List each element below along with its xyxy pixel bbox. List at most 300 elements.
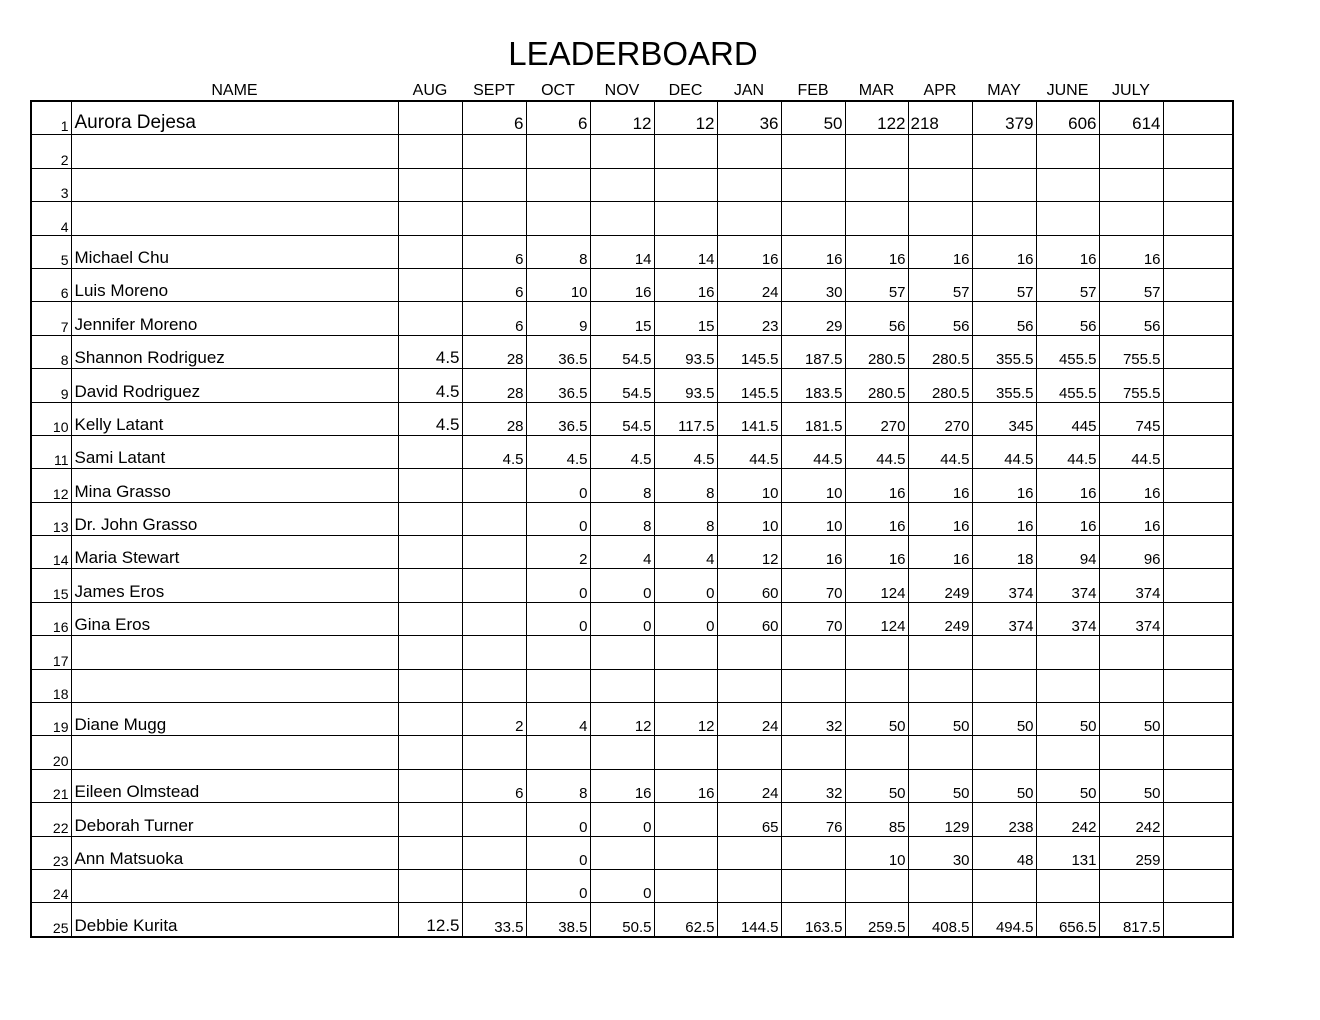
row-number: 2 <box>31 135 71 168</box>
score-cell <box>590 168 654 201</box>
score-cell: 16 <box>845 469 908 502</box>
score-cell <box>1099 669 1163 702</box>
player-name: Michael Chu <box>71 235 398 268</box>
score-cell: 259 <box>1099 836 1163 869</box>
score-cell <box>845 168 908 201</box>
score-cell <box>1163 869 1233 902</box>
score-cell: 8 <box>654 469 717 502</box>
score-cell <box>462 736 526 769</box>
row-number: 8 <box>31 335 71 368</box>
score-cell: 280.5 <box>908 369 972 402</box>
score-cell <box>654 636 717 669</box>
score-cell <box>462 168 526 201</box>
row-number: 6 <box>31 268 71 301</box>
score-cell: 2 <box>526 536 590 569</box>
player-name: James Eros <box>71 569 398 602</box>
table-row <box>31 268 1233 301</box>
score-cell <box>717 168 781 201</box>
score-cell <box>1163 703 1233 736</box>
score-cell <box>398 302 462 335</box>
score-cell: 16 <box>654 268 717 301</box>
score-cell <box>1163 736 1233 769</box>
score-cell: 8 <box>526 769 590 802</box>
score-cell <box>398 803 462 836</box>
player-name: Kelly Latant <box>71 402 398 435</box>
score-cell <box>590 202 654 235</box>
score-cell <box>398 469 462 502</box>
table-row <box>31 602 1233 635</box>
score-cell <box>1163 836 1233 869</box>
score-cell <box>1163 669 1233 702</box>
score-cell: 6 <box>462 268 526 301</box>
score-cell: 0 <box>526 469 590 502</box>
score-cell: 15 <box>654 302 717 335</box>
row-number: 9 <box>31 369 71 402</box>
column-header-dec: DEC <box>668 82 703 99</box>
score-cell <box>398 435 462 468</box>
column-header-may: MAY <box>987 82 1021 99</box>
score-cell: 50 <box>1099 769 1163 802</box>
row-number: 22 <box>31 803 71 836</box>
score-cell: 24 <box>717 769 781 802</box>
score-cell: 50 <box>972 769 1036 802</box>
score-cell <box>1163 402 1233 435</box>
score-cell: 44.5 <box>1099 435 1163 468</box>
score-cell <box>845 636 908 669</box>
score-cell: 12 <box>717 536 781 569</box>
score-cell <box>1163 202 1233 235</box>
header-rownum <box>31 78 71 101</box>
score-cell <box>462 536 526 569</box>
score-cell <box>1163 469 1233 502</box>
score-cell <box>781 135 845 168</box>
score-cell <box>781 202 845 235</box>
score-cell: 30 <box>908 836 972 869</box>
score-cell <box>462 669 526 702</box>
score-cell <box>972 168 1036 201</box>
score-cell: 44.5 <box>845 435 908 468</box>
score-cell <box>717 869 781 902</box>
score-cell: 24 <box>717 268 781 301</box>
score-cell: 10 <box>781 502 845 535</box>
score-cell <box>398 836 462 869</box>
score-cell: 0 <box>526 502 590 535</box>
score-cell: 408.5 <box>908 903 972 937</box>
row-number: 10 <box>31 402 71 435</box>
score-cell: 614 <box>1099 101 1163 135</box>
score-cell <box>845 202 908 235</box>
row-number: 3 <box>31 168 71 201</box>
table-row <box>31 769 1233 802</box>
header-blank <box>1163 78 1233 101</box>
column-header-jan: JAN <box>733 82 765 99</box>
score-cell: 16 <box>781 536 845 569</box>
score-cell: 57 <box>908 268 972 301</box>
score-cell <box>1036 736 1099 769</box>
score-cell: 56 <box>972 302 1036 335</box>
score-cell: 374 <box>1099 602 1163 635</box>
score-cell: 44.5 <box>972 435 1036 468</box>
score-cell: 54.5 <box>590 335 654 368</box>
score-cell: 28 <box>462 402 526 435</box>
score-cell: 12 <box>654 101 717 135</box>
row-number: 5 <box>31 235 71 268</box>
score-cell: 455.5 <box>1036 335 1099 368</box>
row-number: 15 <box>31 569 71 602</box>
row-number: 12 <box>31 469 71 502</box>
score-cell: 48 <box>972 836 1036 869</box>
row-number: 4 <box>31 202 71 235</box>
score-cell: 50 <box>1036 769 1099 802</box>
score-cell: 16 <box>1036 235 1099 268</box>
player-name: Eileen Olmstead <box>71 769 398 802</box>
score-cell <box>654 836 717 869</box>
score-cell <box>908 202 972 235</box>
score-cell: 270 <box>908 402 972 435</box>
row-number: 17 <box>31 636 71 669</box>
table-row <box>31 869 1233 902</box>
leaderboard-table <box>30 78 1234 938</box>
score-cell: 181.5 <box>781 402 845 435</box>
score-cell <box>717 202 781 235</box>
score-cell: 242 <box>1036 803 1099 836</box>
player-name <box>71 669 398 702</box>
score-cell: 85 <box>845 803 908 836</box>
player-name <box>71 869 398 902</box>
score-cell <box>654 202 717 235</box>
score-cell <box>654 135 717 168</box>
score-cell <box>781 636 845 669</box>
score-cell <box>398 202 462 235</box>
score-cell <box>781 669 845 702</box>
score-cell: 249 <box>908 569 972 602</box>
table-row <box>31 101 1233 135</box>
column-header-nov: NOV <box>604 82 640 99</box>
score-cell <box>462 502 526 535</box>
score-cell: 4.5 <box>654 435 717 468</box>
score-cell <box>1036 168 1099 201</box>
score-cell: 60 <box>717 569 781 602</box>
score-cell: 50 <box>781 101 845 135</box>
score-cell <box>1163 803 1233 836</box>
score-cell: 0 <box>526 869 590 902</box>
score-cell: 12.5 <box>398 903 462 937</box>
score-cell: 280.5 <box>908 335 972 368</box>
score-cell: 70 <box>781 569 845 602</box>
score-cell <box>654 168 717 201</box>
score-cell <box>462 469 526 502</box>
score-cell <box>781 869 845 902</box>
score-cell: 455.5 <box>1036 369 1099 402</box>
row-number: 18 <box>31 669 71 702</box>
score-cell: 33.5 <box>462 903 526 937</box>
score-cell: 270 <box>845 402 908 435</box>
score-cell: 16 <box>1036 469 1099 502</box>
score-cell: 16 <box>590 769 654 802</box>
table-row <box>31 703 1233 736</box>
score-cell: 10 <box>845 836 908 869</box>
score-cell <box>908 669 972 702</box>
score-cell <box>908 869 972 902</box>
score-cell: 54.5 <box>590 369 654 402</box>
score-cell <box>1163 335 1233 368</box>
score-cell <box>590 669 654 702</box>
score-cell <box>462 135 526 168</box>
score-cell <box>1163 636 1233 669</box>
score-cell: 145.5 <box>717 369 781 402</box>
score-cell <box>972 669 1036 702</box>
score-cell <box>1036 135 1099 168</box>
score-cell: 10 <box>526 268 590 301</box>
score-cell: 57 <box>1099 268 1163 301</box>
score-cell: 8 <box>654 502 717 535</box>
row-number: 11 <box>31 435 71 468</box>
row-number: 14 <box>31 536 71 569</box>
score-cell <box>526 135 590 168</box>
header-row <box>31 78 1233 101</box>
score-cell <box>398 101 462 135</box>
score-cell: 16 <box>1099 235 1163 268</box>
score-cell <box>717 836 781 869</box>
score-cell: 355.5 <box>972 335 1036 368</box>
score-cell: 16 <box>908 469 972 502</box>
score-cell <box>1099 636 1163 669</box>
score-cell <box>781 836 845 869</box>
score-cell: 93.5 <box>654 335 717 368</box>
score-cell: 6 <box>462 302 526 335</box>
score-cell <box>1163 536 1233 569</box>
score-cell: 4 <box>654 536 717 569</box>
score-cell <box>972 202 1036 235</box>
score-cell: 50 <box>908 703 972 736</box>
score-cell: 16 <box>845 235 908 268</box>
score-cell <box>717 669 781 702</box>
score-cell <box>1099 168 1163 201</box>
score-cell: 50 <box>845 769 908 802</box>
score-cell: 93.5 <box>654 369 717 402</box>
score-cell: 10 <box>717 469 781 502</box>
score-cell <box>972 736 1036 769</box>
score-cell: 16 <box>845 502 908 535</box>
score-cell <box>1036 202 1099 235</box>
score-cell: 16 <box>908 235 972 268</box>
score-cell: 14 <box>654 235 717 268</box>
table-row <box>31 402 1233 435</box>
score-cell: 6 <box>462 101 526 135</box>
score-cell: 94 <box>1036 536 1099 569</box>
score-cell: 6 <box>462 235 526 268</box>
score-cell: 445 <box>1036 402 1099 435</box>
score-cell <box>908 135 972 168</box>
player-name: Jennifer Moreno <box>71 302 398 335</box>
player-name: Shannon Rodriguez <box>71 335 398 368</box>
row-number: 23 <box>31 836 71 869</box>
score-cell: 259.5 <box>845 903 908 937</box>
score-cell <box>590 135 654 168</box>
score-cell: 44.5 <box>781 435 845 468</box>
score-cell: 16 <box>1099 469 1163 502</box>
player-name: Aurora Dejesa <box>71 101 398 135</box>
score-cell <box>398 135 462 168</box>
row-number: 21 <box>31 769 71 802</box>
score-cell: 56 <box>1036 302 1099 335</box>
score-cell <box>654 669 717 702</box>
score-cell: 50 <box>1099 703 1163 736</box>
score-cell <box>398 235 462 268</box>
table-row <box>31 736 1233 769</box>
score-cell <box>398 669 462 702</box>
score-cell: 374 <box>972 569 1036 602</box>
table-row <box>31 803 1233 836</box>
score-cell: 124 <box>845 569 908 602</box>
score-cell <box>1163 435 1233 468</box>
score-cell: 57 <box>972 268 1036 301</box>
score-cell: 238 <box>972 803 1036 836</box>
score-cell: 36.5 <box>526 335 590 368</box>
table-row <box>31 536 1233 569</box>
player-name: Debbie Kurita <box>71 903 398 937</box>
score-cell: 0 <box>590 602 654 635</box>
score-cell <box>908 736 972 769</box>
score-cell <box>654 869 717 902</box>
score-cell <box>845 736 908 769</box>
score-cell: 249 <box>908 602 972 635</box>
score-cell <box>717 135 781 168</box>
score-cell: 56 <box>845 302 908 335</box>
score-cell <box>526 669 590 702</box>
score-cell <box>462 202 526 235</box>
player-name <box>71 168 398 201</box>
row-number: 24 <box>31 869 71 902</box>
score-cell: 280.5 <box>845 369 908 402</box>
score-cell: 144.5 <box>717 903 781 937</box>
score-cell: 15 <box>590 302 654 335</box>
table-body <box>31 101 1233 937</box>
player-name: Diane Mugg <box>71 703 398 736</box>
score-cell <box>1163 168 1233 201</box>
score-cell: 131 <box>1036 836 1099 869</box>
score-cell: 32 <box>781 769 845 802</box>
score-cell <box>717 736 781 769</box>
score-cell: 44.5 <box>717 435 781 468</box>
score-cell <box>398 636 462 669</box>
score-cell: 16 <box>1036 502 1099 535</box>
score-cell: 76 <box>781 803 845 836</box>
table-row <box>31 369 1233 402</box>
column-header-name: NAME <box>211 82 258 99</box>
score-cell: 23 <box>717 302 781 335</box>
score-cell: 12 <box>654 703 717 736</box>
score-cell: 4.5 <box>590 435 654 468</box>
score-cell: 755.5 <box>1099 369 1163 402</box>
score-cell <box>526 168 590 201</box>
score-cell <box>972 869 1036 902</box>
score-cell: 4.5 <box>398 335 462 368</box>
row-number: 20 <box>31 736 71 769</box>
score-cell <box>526 636 590 669</box>
score-cell: 4 <box>526 703 590 736</box>
column-header-mar: MAR <box>858 82 895 99</box>
score-cell: 36.5 <box>526 369 590 402</box>
score-cell <box>1163 502 1233 535</box>
score-cell: 656.5 <box>1036 903 1099 937</box>
table-row <box>31 202 1233 235</box>
score-cell: 16 <box>1099 502 1163 535</box>
score-cell <box>590 736 654 769</box>
score-cell: 122 <box>845 101 908 135</box>
score-cell <box>398 268 462 301</box>
table-row <box>31 135 1233 168</box>
score-cell <box>1163 235 1233 268</box>
column-header-june: JUNE <box>1046 82 1089 99</box>
row-number: 25 <box>31 903 71 937</box>
score-cell: 16 <box>717 235 781 268</box>
score-cell <box>1163 602 1233 635</box>
player-name <box>71 135 398 168</box>
score-cell: 0 <box>654 602 717 635</box>
score-cell: 16 <box>654 769 717 802</box>
score-cell: 56 <box>1099 302 1163 335</box>
score-cell <box>398 168 462 201</box>
score-cell: 28 <box>462 335 526 368</box>
row-number: 13 <box>31 502 71 535</box>
score-cell <box>590 836 654 869</box>
player-name: David Rodriguez <box>71 369 398 402</box>
score-cell: 12 <box>590 101 654 135</box>
score-cell <box>462 803 526 836</box>
score-cell: 16 <box>845 536 908 569</box>
score-cell: 145.5 <box>717 335 781 368</box>
score-cell: 6 <box>526 101 590 135</box>
score-cell: 50 <box>845 703 908 736</box>
score-cell: 345 <box>972 402 1036 435</box>
score-cell: 280.5 <box>845 335 908 368</box>
score-cell <box>398 602 462 635</box>
score-cell: 374 <box>972 602 1036 635</box>
player-name: Sami Latant <box>71 435 398 468</box>
table-row <box>31 669 1233 702</box>
score-cell: 10 <box>717 502 781 535</box>
score-cell: 50 <box>908 769 972 802</box>
player-name: Deborah Turner <box>71 803 398 836</box>
player-name: Dr. John Grasso <box>71 502 398 535</box>
score-cell <box>398 736 462 769</box>
score-cell: 218 <box>908 101 972 135</box>
score-cell: 494.5 <box>972 903 1036 937</box>
row-number: 7 <box>31 302 71 335</box>
score-cell: 183.5 <box>781 369 845 402</box>
score-cell: 50.5 <box>590 903 654 937</box>
score-cell <box>462 869 526 902</box>
score-cell <box>845 669 908 702</box>
score-cell <box>1036 636 1099 669</box>
score-cell <box>845 135 908 168</box>
table-row <box>31 435 1233 468</box>
score-cell <box>972 636 1036 669</box>
score-cell: 56 <box>908 302 972 335</box>
score-cell: 57 <box>1036 268 1099 301</box>
player-name: Maria Stewart <box>71 536 398 569</box>
player-name: Mina Grasso <box>71 469 398 502</box>
score-cell: 16 <box>972 469 1036 502</box>
score-cell: 374 <box>1036 569 1099 602</box>
score-cell: 0 <box>590 869 654 902</box>
score-cell <box>398 869 462 902</box>
score-cell: 141.5 <box>717 402 781 435</box>
score-cell <box>1163 101 1233 135</box>
score-cell: 16 <box>972 502 1036 535</box>
score-cell: 16 <box>908 502 972 535</box>
